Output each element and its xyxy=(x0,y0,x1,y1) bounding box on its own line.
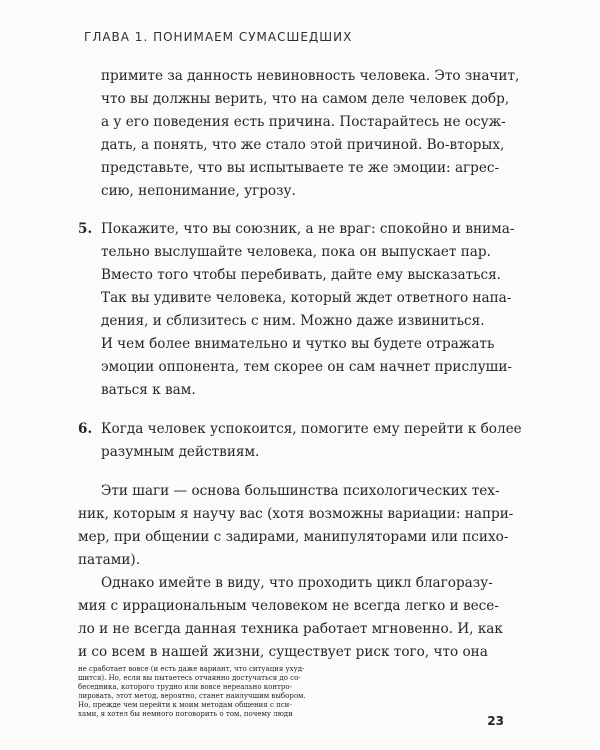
text-line: Когда человек успокоится, помогите ему перейти к более xyxy=(101,421,522,437)
text-line: разумным действиям. xyxy=(101,444,260,460)
text-line: мер, при общении с задирами, манипуляторами или психо- xyxy=(78,529,509,545)
list-item-number: 5. xyxy=(78,221,93,237)
text-line: И чем более внимательно и чутко вы будете отражать xyxy=(101,336,495,352)
text-line: Вместо того чтобы перебивать, дайте ему высказаться. xyxy=(101,267,502,283)
text-line: Так вы удивите человека, который ждет ответного напа- xyxy=(101,290,512,306)
text-line: Однако имейте в виду, что проходить цикл благоразу- xyxy=(101,575,493,591)
text-line: дать, а понять, что же стало этой причиной. Во-вторых, xyxy=(101,137,505,153)
text-line: дения, и сблизитесь с ним. Можно даже извиниться. xyxy=(101,313,485,329)
text-line: мия с иррациональным человеком не всегда легко и весе- xyxy=(78,598,499,614)
text-line: сию, непонимание, угрозу. xyxy=(101,183,296,199)
text-line: ло и не всегда данная техника работает мгновенно. И, как xyxy=(78,621,503,637)
text-line: Но, прежде чем перейти к моим методам общения с пси- xyxy=(78,701,292,709)
text-line: патами). xyxy=(78,552,141,568)
text-line: беседника, которого трудно или вовсе нереально контро- xyxy=(78,683,292,691)
text-line: хами, я хотел бы немного поговорить о том, почему люди xyxy=(78,710,293,718)
text-line: Эти шаги — основа большинства психологических тех- xyxy=(101,483,500,499)
text-line: а у его поведения есть причина. Постарайтесь не осуж- xyxy=(101,114,506,130)
text-line: ник, которым я научу вас (хотя возможны вариации: напри- xyxy=(78,506,514,522)
text-line: и со всем в нашей жизни, существует риск того, что она xyxy=(78,644,488,660)
text-line: шится). Но, если вы пытаетесь отчаянно достучаться до со- xyxy=(78,674,301,682)
text-line: представьте, что вы испытываете те же эмоции: агрес- xyxy=(101,160,500,176)
text-line: эмоции оппонента, тем скорее он сам начнет прислуши- xyxy=(101,359,512,375)
text-line: тельно выслушайте человека, пока он выпускает пар. xyxy=(101,244,491,260)
text-line: что вы должны верить, что на самом деле человек добр, xyxy=(101,91,510,107)
running-head: ГЛАВА 1. ПОНИМАЕМ СУМАСШЕДШИХ xyxy=(84,30,353,44)
text-line: лировать, этот метод, вероятно, станет наилучшим выбором. xyxy=(78,692,306,700)
text-line: Покажите, что вы союзник, а не враг: спокойно и внима- xyxy=(101,221,515,237)
text-line: ваться к вам. xyxy=(101,382,196,398)
page-number: 23 xyxy=(487,714,504,728)
text-line: примите за данность невиновность человека. Это значит, xyxy=(101,68,520,84)
text-line: не сработает вовсе (и есть даже вариант, что ситуация ухуд- xyxy=(78,665,305,673)
list-item-number: 6. xyxy=(78,421,93,437)
